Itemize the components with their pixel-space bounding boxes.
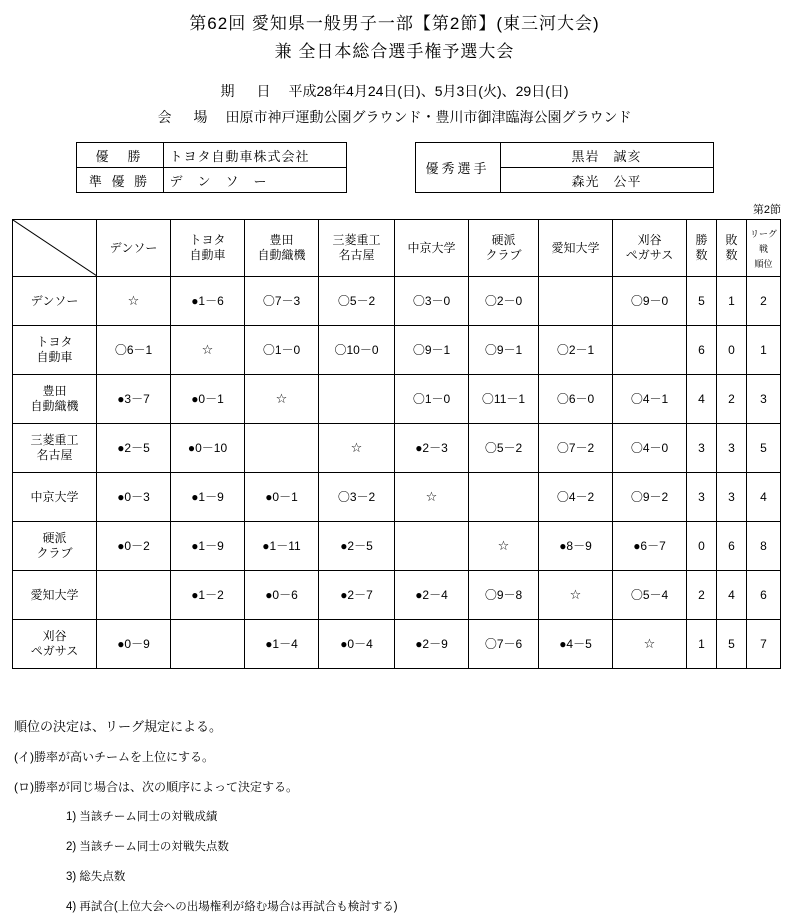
result-cell bbox=[171, 620, 245, 669]
losses-cell: 0 bbox=[717, 326, 747, 375]
result-cell: ●0－3 bbox=[97, 473, 171, 522]
col-header-label-3: 三菱重工 名古屋 bbox=[332, 233, 381, 262]
section-note: 第2節 bbox=[752, 204, 781, 216]
result-cell bbox=[245, 424, 319, 473]
table-row bbox=[13, 571, 781, 620]
losses-cell: 3 bbox=[717, 473, 747, 522]
rank-cell: 4 bbox=[747, 473, 781, 522]
result-cell: ●8－9 bbox=[539, 522, 613, 571]
best-player-name-1: 黒岩 誠亥 bbox=[500, 143, 713, 168]
result-cell: ●0－9 bbox=[97, 620, 171, 669]
result-cell bbox=[469, 473, 539, 522]
result-cell-self: ☆ bbox=[469, 522, 539, 571]
footnote-item-2: 2) 当該チーム同士の対戦失点数 bbox=[66, 841, 229, 853]
event-date-row bbox=[0, 78, 789, 104]
rank-cell: 6 bbox=[747, 571, 781, 620]
result-cell: 〇9－1 bbox=[395, 326, 469, 375]
col-header-label-wins: 勝 数 bbox=[695, 233, 708, 262]
result-cell: 〇9－0 bbox=[613, 277, 687, 326]
result-cell: ●1－6 bbox=[171, 277, 245, 326]
footnote-line-2: (イ)勝率が高いチームを上位にする。 bbox=[14, 750, 214, 764]
col-header-label-1: トヨタ 自動車 bbox=[189, 233, 226, 262]
result-cell: 〇10－0 bbox=[319, 326, 395, 375]
result-cell: 〇7－6 bbox=[469, 620, 539, 669]
col-header-label-7: 刈谷 ペガサス bbox=[625, 233, 674, 262]
result-cell: ●1－9 bbox=[171, 522, 245, 571]
row-header-0: デンソー bbox=[13, 277, 97, 326]
league-header-row bbox=[13, 220, 781, 277]
result-cell: 〇9－1 bbox=[469, 326, 539, 375]
result-cell: ●2－4 bbox=[395, 571, 469, 620]
col-header-0 bbox=[97, 220, 171, 277]
wins-cell: 1 bbox=[687, 620, 717, 669]
event-date-label: 期 日 bbox=[220, 83, 275, 99]
rank-cell: 7 bbox=[747, 620, 781, 669]
row-header-6: 愛知大学 bbox=[13, 571, 97, 620]
runnerup-label: 準 優 勝 bbox=[76, 168, 163, 193]
result-cell: ●0－10 bbox=[171, 424, 245, 473]
col-header-losses bbox=[717, 220, 747, 277]
result-cell: ●0－4 bbox=[319, 620, 395, 669]
best-player-name-2: 森光 公平 bbox=[500, 168, 713, 193]
league-table-body bbox=[13, 277, 781, 669]
event-venue-label: 会 場 bbox=[157, 109, 212, 125]
result-cell-self: ☆ bbox=[319, 424, 395, 473]
event-info bbox=[0, 78, 789, 130]
col-header-rank bbox=[747, 220, 781, 277]
rank-cell: 1 bbox=[747, 326, 781, 375]
row-header-3: 三菱重工 名古屋 bbox=[13, 424, 97, 473]
result-cell: 〇3－2 bbox=[319, 473, 395, 522]
result-cell: 〇2－1 bbox=[539, 326, 613, 375]
result-cell: ●0－6 bbox=[245, 571, 319, 620]
diagonal-divider-icon bbox=[13, 220, 97, 276]
result-cell-self: ☆ bbox=[97, 277, 171, 326]
result-cell: 〇1－0 bbox=[395, 375, 469, 424]
result-cell-self: ☆ bbox=[395, 473, 469, 522]
wins-cell: 2 bbox=[687, 571, 717, 620]
result-cell-self: ☆ bbox=[539, 571, 613, 620]
result-cell: ●2－3 bbox=[395, 424, 469, 473]
footnote-line-1: 順位の決定は、リーグ規定による。 bbox=[14, 719, 223, 734]
table-row bbox=[13, 277, 781, 326]
result-cell: 〇3－0 bbox=[395, 277, 469, 326]
result-cell: 〇5－2 bbox=[319, 277, 395, 326]
result-cell: 〇7－3 bbox=[245, 277, 319, 326]
table-row bbox=[13, 326, 781, 375]
row-header-5: 硬派 クラブ bbox=[13, 522, 97, 571]
result-cell bbox=[613, 326, 687, 375]
result-cell bbox=[395, 522, 469, 571]
table-corner-cell bbox=[13, 220, 97, 277]
wins-cell: 6 bbox=[687, 326, 717, 375]
result-cell: ●3－7 bbox=[97, 375, 171, 424]
table-row bbox=[13, 424, 781, 473]
awards-section bbox=[0, 142, 789, 193]
result-cell: 〇5－4 bbox=[613, 571, 687, 620]
col-header-5 bbox=[469, 220, 539, 277]
col-header-label-6: 愛知大学 bbox=[551, 240, 600, 255]
result-cell: ●2－9 bbox=[395, 620, 469, 669]
result-cell: 〇7－2 bbox=[539, 424, 613, 473]
runnerup-value: デ ン ソ ー bbox=[163, 168, 346, 193]
row-header-2: 豊田 自動織機 bbox=[13, 375, 97, 424]
col-header-wins bbox=[687, 220, 717, 277]
event-venue-row bbox=[0, 104, 789, 130]
result-cell-self: ☆ bbox=[245, 375, 319, 424]
footnote-item-3: 3) 総失点数 bbox=[66, 871, 126, 883]
league-table-wrapper bbox=[0, 219, 789, 669]
result-cell: ●1－2 bbox=[171, 571, 245, 620]
col-header-label-losses: 敗 数 bbox=[725, 233, 738, 262]
rank-cell: 2 bbox=[747, 277, 781, 326]
title-block bbox=[0, 0, 789, 66]
result-cell bbox=[319, 375, 395, 424]
col-header-label-2: 豊田 自動織機 bbox=[257, 233, 306, 262]
wins-cell: 5 bbox=[687, 277, 717, 326]
result-cell: 〇9－2 bbox=[613, 473, 687, 522]
losses-cell: 6 bbox=[717, 522, 747, 571]
rank-cell: 3 bbox=[747, 375, 781, 424]
page-title-line-1: 第62回 愛知県一般男子一部【第2節】(東三河大会) bbox=[189, 14, 600, 33]
col-header-label-4: 中京大学 bbox=[407, 240, 456, 255]
table-row bbox=[13, 473, 781, 522]
result-cell-self: ☆ bbox=[613, 620, 687, 669]
losses-cell: 5 bbox=[717, 620, 747, 669]
result-cell: ●1－9 bbox=[171, 473, 245, 522]
result-cell: 〇6－1 bbox=[97, 326, 171, 375]
result-cell: ●1－11 bbox=[245, 522, 319, 571]
champion-value: トヨタ自動車株式会社 bbox=[163, 143, 346, 168]
col-header-6 bbox=[539, 220, 613, 277]
result-cell: ●2－5 bbox=[319, 522, 395, 571]
result-cell: ●0－1 bbox=[171, 375, 245, 424]
best-player-label: 優秀選手 bbox=[415, 143, 500, 193]
result-cell: 〇4－1 bbox=[613, 375, 687, 424]
event-venue-value: 田原市神戸運動公園グラウンド・豊川市御津臨海公園グラウンド bbox=[225, 109, 632, 125]
table-row bbox=[13, 620, 781, 669]
losses-cell: 2 bbox=[717, 375, 747, 424]
result-cell: ●0－1 bbox=[245, 473, 319, 522]
result-cell: 〇9－8 bbox=[469, 571, 539, 620]
result-cell: 〇11－1 bbox=[469, 375, 539, 424]
result-cell: 〇1－0 bbox=[245, 326, 319, 375]
champion-table bbox=[76, 142, 347, 193]
row-header-4: 中京大学 bbox=[13, 473, 97, 522]
wins-cell: 3 bbox=[687, 424, 717, 473]
wins-cell: 0 bbox=[687, 522, 717, 571]
league-standings-table bbox=[12, 219, 781, 669]
wins-cell: 3 bbox=[687, 473, 717, 522]
col-header-2 bbox=[245, 220, 319, 277]
table-row bbox=[13, 522, 781, 571]
result-cell-self: ☆ bbox=[171, 326, 245, 375]
row-header-1: トヨタ 自動車 bbox=[13, 326, 97, 375]
row-header-7: 刈谷 ペガサス bbox=[13, 620, 97, 669]
best-player-row-1 bbox=[415, 143, 713, 168]
result-cell: 〇4－2 bbox=[539, 473, 613, 522]
col-header-3 bbox=[319, 220, 395, 277]
result-cell: 〇6－0 bbox=[539, 375, 613, 424]
result-cell bbox=[97, 571, 171, 620]
col-header-label-rank: リーグ戦 順位 bbox=[749, 228, 777, 269]
result-cell: 〇5－2 bbox=[469, 424, 539, 473]
result-cell: ●6－7 bbox=[613, 522, 687, 571]
col-header-label-5: 硬派 クラブ bbox=[485, 233, 522, 262]
losses-cell: 4 bbox=[717, 571, 747, 620]
table-row bbox=[13, 375, 781, 424]
result-cell: ●4－5 bbox=[539, 620, 613, 669]
rank-cell: 8 bbox=[747, 522, 781, 571]
result-cell: ●0－2 bbox=[97, 522, 171, 571]
losses-cell: 3 bbox=[717, 424, 747, 473]
losses-cell: 1 bbox=[717, 277, 747, 326]
footnote-line-3: (ロ)勝率が同じ場合は、次の順序によって決定する。 bbox=[14, 780, 298, 794]
col-header-4 bbox=[395, 220, 469, 277]
result-cell bbox=[539, 277, 613, 326]
footnote-item-4: 4) 再試合(上位大会への出場権利が絡む場合は再試合も検討する) bbox=[66, 901, 398, 913]
result-cell: ●2－7 bbox=[319, 571, 395, 620]
runnerup-row bbox=[76, 168, 346, 193]
result-cell: ●1－4 bbox=[245, 620, 319, 669]
col-header-7 bbox=[613, 220, 687, 277]
result-cell: 〇4－0 bbox=[613, 424, 687, 473]
wins-cell: 4 bbox=[687, 375, 717, 424]
col-header-label-0: デンソー bbox=[109, 240, 158, 255]
footnotes bbox=[14, 712, 398, 922]
champion-label: 優 勝 bbox=[76, 143, 163, 168]
result-cell: ●2－5 bbox=[97, 424, 171, 473]
event-date-value: 平成28年4月24日(日)、5月3日(火)、29日(日) bbox=[288, 83, 569, 99]
result-cell: 〇2－0 bbox=[469, 277, 539, 326]
footnote-item-1: 1) 当該チーム同士の対戦成績 bbox=[66, 811, 218, 823]
best-player-table bbox=[415, 142, 714, 193]
champion-row bbox=[76, 143, 346, 168]
col-header-1 bbox=[171, 220, 245, 277]
rank-cell: 5 bbox=[747, 424, 781, 473]
page-title-line-2: 兼 全日本総合選手権予選大会 bbox=[274, 42, 515, 61]
